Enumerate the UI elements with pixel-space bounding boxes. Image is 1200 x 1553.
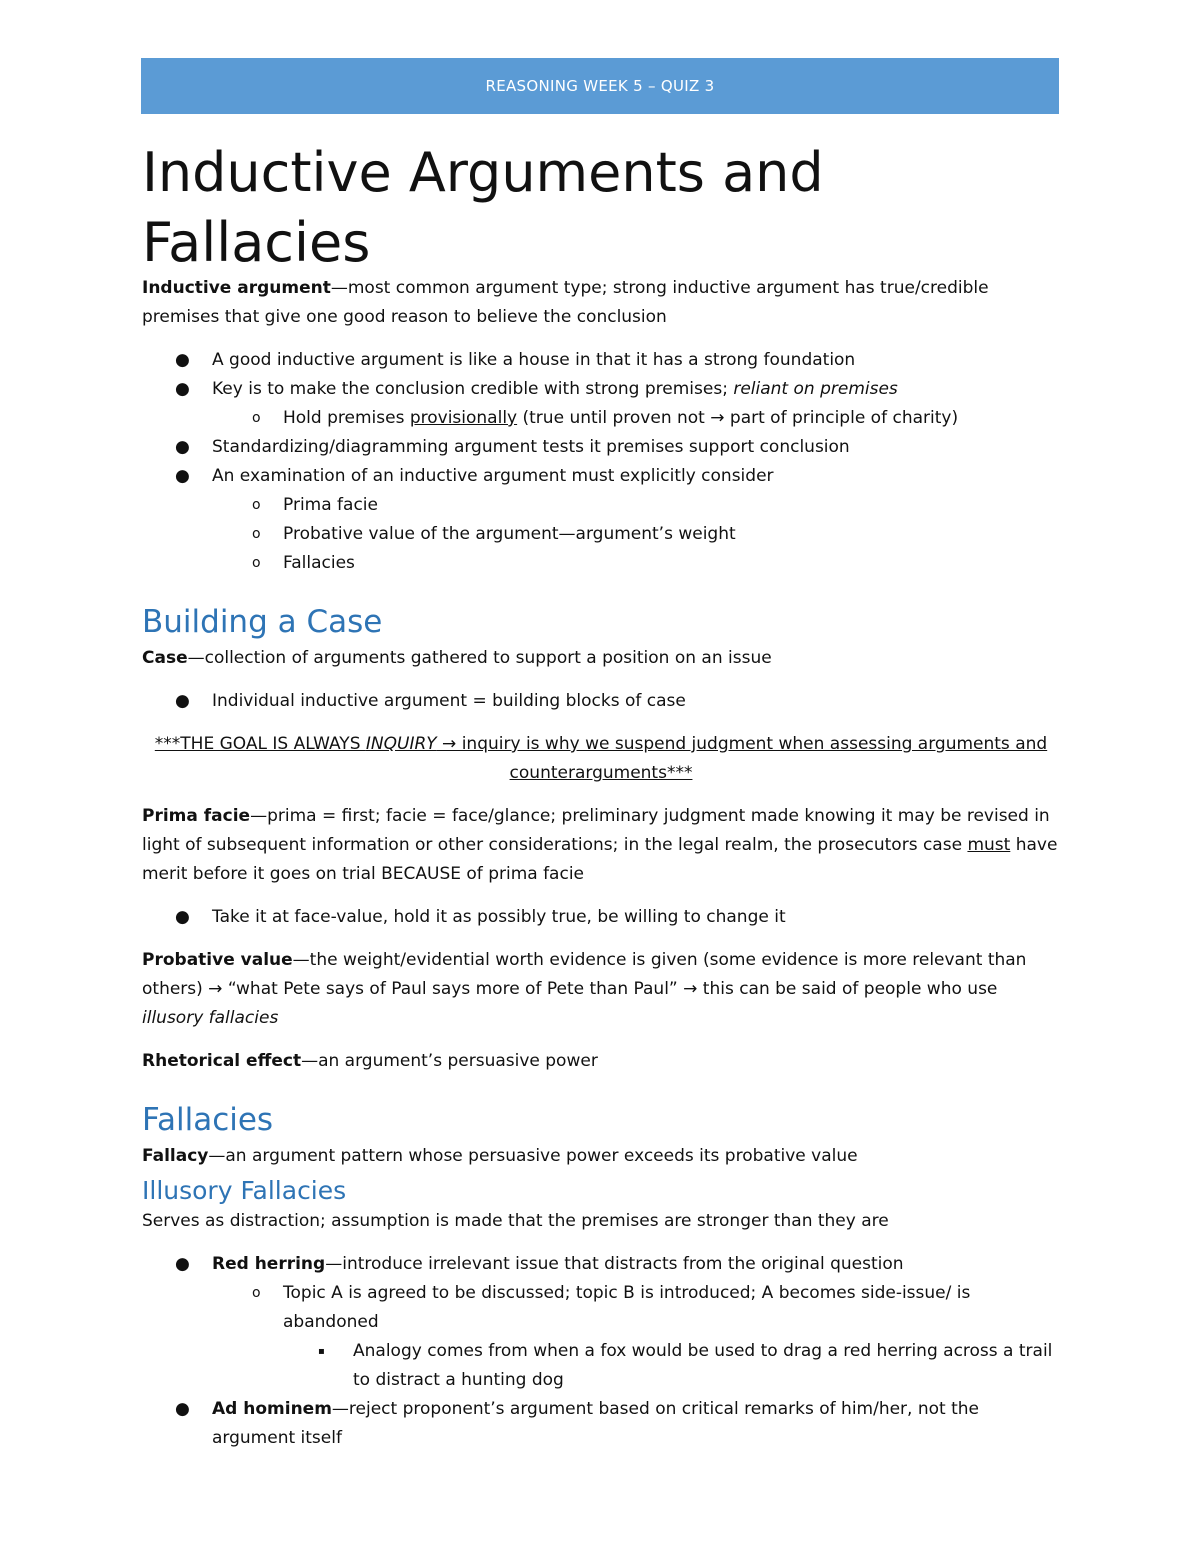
term-inductive-argument: Inductive argument [142,278,331,298]
fallacy-paragraph: Fallacy—an argument pattern whose persuasive power exceeds its probative value [142,1146,858,1166]
circle-bullet-icon: o [252,497,261,513]
list-item: ● Individual inductive argument = building blocks of case [142,687,1060,716]
list-item: ● Ad hominem—reject proponent’s argument based on critical remarks of him/her, not the argument itself [142,1395,1060,1453]
list-item: ▪ Analogy comes from when a fox would be used to drag a red herring across a trail to distract a hunting dog [142,1337,1060,1395]
bullet-icon: ● [175,691,190,711]
square-bullet-icon: ▪ [318,1346,325,1357]
list-item: ● Standardizing/diagramming argument tests it premises support conclusion [142,433,1060,462]
list-item: o Hold premises provisionally (true until proven not → part of principle of charity) [142,404,1060,433]
bullet-icon: ● [175,437,190,457]
document-title: Inductive Arguments and Fallacies [142,141,824,274]
circle-bullet-icon: o [252,410,261,426]
intro-paragraph: Inductive argument—most common argument type; strong inductive argument has true/credible premises that give one good reason to believe the conclusion [142,278,989,327]
list-item: o Topic A is agreed to be discussed; topic B is introduced; A becomes side-issue/ is abandoned [142,1279,1060,1337]
case-list [142,687,1060,716]
list-item: ● Take it at face-value, hold it as possibly true, be willing to change it [142,903,1060,932]
header-text: REASONING WEEK 5 – QUIZ 3 [485,77,715,95]
bullet-icon: ● [175,379,190,399]
list-item: o Fallacies [142,549,1060,578]
goal-statement: ***THE GOAL IS ALWAYS INQUIRY → inquiry is why we suspend judgment when assessing arguments and counterarguments*** [154,734,1048,783]
document-body [142,138,1060,1467]
list-item: ● Key is to make the conclusion credible with strong premises; reliant on premises [142,375,1060,404]
fallacy-list [142,1250,1060,1453]
intro-list [142,346,1060,578]
list-item: ● An examination of an inductive argument must explicitly consider [142,462,1060,491]
circle-bullet-icon: o [252,1285,261,1301]
list-item: ● Red herring—introduce irrelevant issue that distracts from the original question [142,1250,1060,1279]
illusory-paragraph: Serves as distraction; assumption is made that the premises are stronger than they are [142,1211,889,1231]
prima-facie-paragraph: Prima facie—prima = first; facie = face/glance; preliminary judgment made knowing it may be revised in light of subsequent information or other considerations; in the legal realm, the prosecutors case must have merit before it goes on trial BECAUSE of prima facie [142,806,1058,884]
heading-illusory-fallacies: Illusory Fallacies [142,1176,347,1205]
heading-building-a-case: Building a Case [142,604,383,640]
bullet-icon: ● [175,1254,190,1274]
list-item: o Probative value of the argument—argument’s weight [142,520,1060,549]
circle-bullet-icon: o [252,555,261,571]
heading-fallacies: Fallacies [142,1102,274,1138]
bullet-icon: ● [175,1399,190,1419]
list-item: o Prima facie [142,491,1060,520]
case-paragraph: Case—collection of arguments gathered to support a position on an issue [142,648,772,668]
bullet-icon: ● [175,350,190,370]
circle-bullet-icon: o [252,526,261,542]
prima-facie-list [142,903,1060,932]
rhetorical-effect-paragraph: Rhetorical effect—an argument’s persuasive power [142,1051,598,1071]
probative-value-paragraph: Probative value—the weight/evidential worth evidence is given (some evidence is more relevant than others) → “what Pete says of Paul says more of Pete than Paul” → this can be said of people who use illusory fallacies [142,950,1027,1028]
bullet-icon: ● [175,466,190,486]
header-bar [141,58,1059,114]
bullet-icon: ● [175,907,190,927]
list-item: ● A good inductive argument is like a house in that it has a strong foundation [142,346,1060,375]
